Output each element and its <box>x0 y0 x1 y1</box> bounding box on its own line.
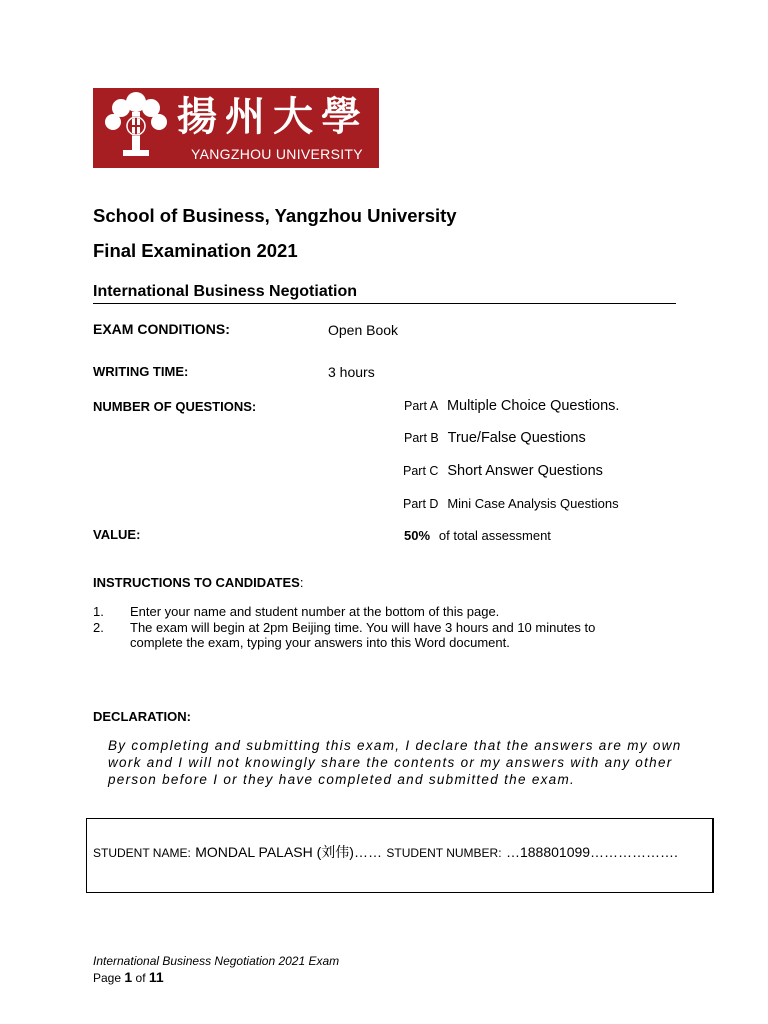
student-info-box[interactable] <box>86 818 714 893</box>
writing-time-value: 3 hours <box>328 364 375 380</box>
exam-conditions-value: Open Book <box>328 322 399 338</box>
page-prefix: Page <box>93 971 122 985</box>
instruction-2-text-line2: complete the exam, typing your answers into this Word document. <box>130 635 510 650</box>
title-divider <box>93 303 676 304</box>
writing-time-label: WRITING TIME: <box>93 364 189 379</box>
declaration-line-1: By completing and submitting this exam, I declare that the answers are my own <box>108 738 682 753</box>
declaration-label: DECLARATION: <box>93 709 191 724</box>
part-c-label: Part C <box>403 464 439 478</box>
instructions-label: INSTRUCTIONS TO CANDIDATES <box>93 575 300 590</box>
instructions-colon: : <box>299 575 304 590</box>
instruction-2-number: 2. <box>93 620 104 635</box>
exam-conditions-label: EXAM CONDITIONS: <box>93 321 230 337</box>
logo-chinese-text: 揚州大學 <box>177 93 369 140</box>
logo-english-text: YANGZHOU UNIVERSITY <box>191 146 363 162</box>
student-info-row <box>93 842 678 862</box>
page-total: 11 <box>148 969 164 985</box>
declaration-line-3: person before I or they have completed and submitted the exam. <box>108 772 576 787</box>
page-indicator <box>93 969 164 985</box>
university-logo <box>93 88 379 168</box>
part-d-label: Part D <box>403 497 439 511</box>
part-d-row <box>403 495 619 513</box>
page-of: of <box>135 971 146 985</box>
school-title: School of Business, Yangzhou University <box>93 205 457 226</box>
value-row <box>404 527 551 545</box>
part-a-label: Part A <box>404 399 439 413</box>
footer-course: International Business Negotiation 2021 Exam <box>93 954 340 968</box>
instruction-1-number: 1. <box>93 604 104 619</box>
value-label: VALUE: <box>93 527 141 542</box>
part-c-desc: Short Answer Questions <box>447 463 603 479</box>
page-number: 1 <box>124 969 133 985</box>
university-emblem-icon <box>99 92 173 164</box>
instruction-1-text: Enter your name and student number at the bottom of this page. <box>130 604 500 619</box>
exam-title: Final Examination 2021 <box>93 240 298 261</box>
student-number-value[interactable]: …188801099………………. <box>505 844 678 860</box>
student-name-label: STUDENT NAME: <box>93 846 191 860</box>
value-suffix: of total assessment <box>438 528 551 543</box>
student-name-value[interactable]: MONDAL PALASH (刘伟)…… <box>195 844 382 860</box>
course-title: International Business Negotiation <box>93 283 358 300</box>
number-of-questions-label: NUMBER OF QUESTIONS: <box>93 399 257 414</box>
part-c-row <box>403 462 603 480</box>
part-d-desc: Mini Case Analysis Questions <box>447 496 619 511</box>
part-a-row <box>404 397 619 415</box>
value-percent: 50% <box>404 528 431 543</box>
part-b-row <box>404 429 586 447</box>
student-number-label: STUDENT NUMBER: <box>386 846 502 860</box>
part-b-desc: True/False Questions <box>447 430 586 446</box>
declaration-line-2: work and I will not knowingly share the contents or my answers with any other <box>108 755 673 770</box>
part-b-label: Part B <box>404 431 439 445</box>
part-a-desc: Multiple Choice Questions. <box>446 398 620 414</box>
instructions-heading <box>93 574 303 592</box>
instruction-2-text-line1: The exam will begin at 2pm Beijing time. You will have 3 hours and 10 minutes to <box>130 620 596 635</box>
